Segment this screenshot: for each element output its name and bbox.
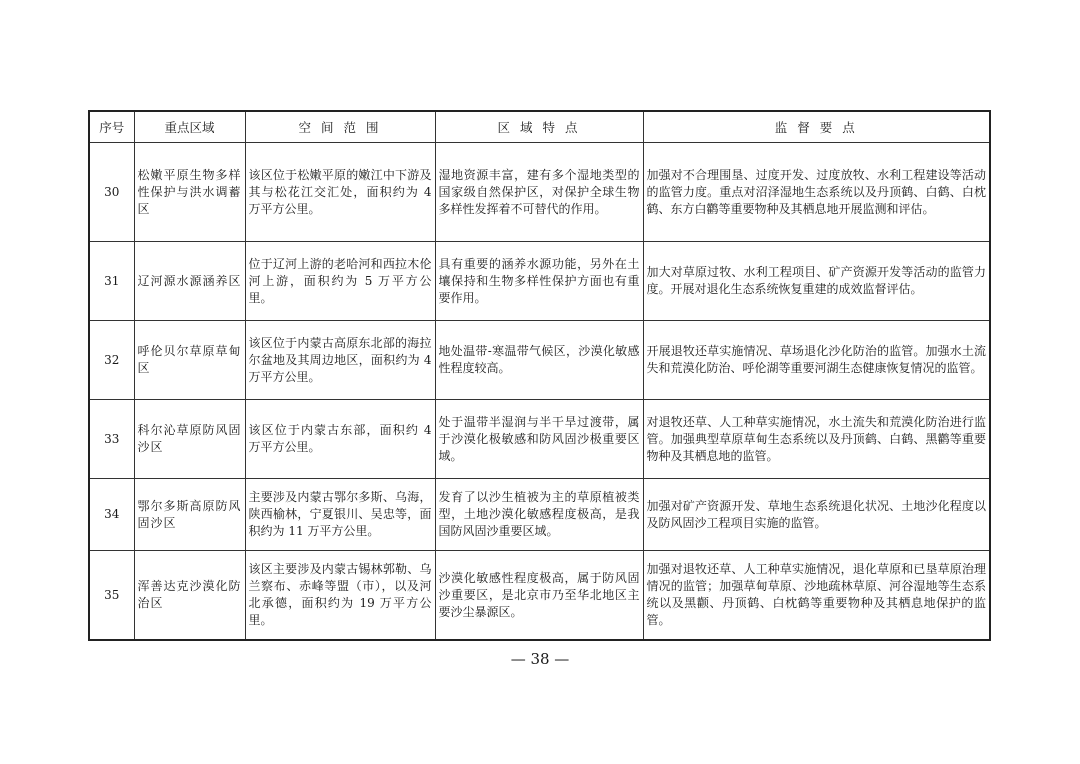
zone-name: 松嫩平原生物多样性保护与洪水调蓄区 [134, 143, 245, 242]
zone-name: 浑善达克沙漠化防治区 [134, 551, 245, 641]
zone-supervision: 加强对不合理围垦、过度开发、过度放牧、水利工程建设等活动的监管力度。重点对沼泽湿地生态系统以及丹顶鹤、白鹤、白枕鹤、东方白鹳等重要物种及其栖息地开展监测和评估。 [643, 143, 990, 242]
row-number: 30 [89, 143, 134, 242]
row-number: 33 [89, 400, 134, 479]
row-number: 32 [89, 321, 134, 400]
row-number: 35 [89, 551, 134, 641]
table-row [89, 321, 990, 400]
zone-features: 发育了以沙生植被为主的草原植被类型，土地沙漠化敏感程度极高，是我国防风固沙重要区域。 [435, 479, 643, 551]
key-zones-table [88, 110, 991, 641]
zone-scope: 该区主要涉及内蒙古锡林郭勒、乌兰察布、赤峰等盟（市），以及河北承德，面积约为 19 万平方公里。 [245, 551, 435, 641]
header-spatial-scope: 空 间 范 围 [245, 111, 435, 143]
zone-name: 辽河源水源涵养区 [134, 242, 245, 321]
zone-name: 呼伦贝尔草原草甸区 [134, 321, 245, 400]
zone-supervision: 对退牧还草、人工种草实施情况，水土流失和荒漠化防治进行监管。加强典型草原草甸生态系统以及丹顶鹤、白鹤、黑鹳等重要物种及其栖息地的监管。 [643, 400, 990, 479]
zone-features: 湿地资源丰富，建有多个湿地类型的国家级自然保护区，对保护全球生物多样性发挥着不可替代的作用。 [435, 143, 643, 242]
zone-scope: 该区位于内蒙古东部，面积约 4 万平方公里。 [245, 400, 435, 479]
zone-name: 科尔沁草原防风固沙区 [134, 400, 245, 479]
table-row [89, 143, 990, 242]
zone-name: 鄂尔多斯高原防风固沙区 [134, 479, 245, 551]
zone-supervision: 开展退牧还草实施情况、草场退化沙化防治的监管。加强水土流失和荒漠化防治、呼伦湖等重要河湖生态健康恢复情况的监管。 [643, 321, 990, 400]
zone-features: 具有重要的涵养水源功能，另外在土壤保持和生物多样性保护方面也有重要作用。 [435, 242, 643, 321]
header-serial-number: 序号 [89, 111, 134, 143]
row-number: 34 [89, 479, 134, 551]
header-zone-features: 区 域 特 点 [435, 111, 643, 143]
zone-supervision: 加大对草原过牧、水利工程项目、矿产资源开发等活动的监管力度。开展对退化生态系统恢复重建的成效监督评估。 [643, 242, 990, 321]
zone-supervision: 加强对退牧还草、人工种草实施情况，退化草原和已垦草原治理情况的监管；加强草甸草原、沙地疏林草原、河谷湿地等生态系统以及黑颧、丹顶鹤、白枕鹤等重要物种及其栖息地保护的监管。 [643, 551, 990, 641]
zone-features: 沙漠化敏感性程度极高，属于防风固沙重要区，是北京市乃至华北地区主要沙尘暴源区。 [435, 551, 643, 641]
zone-scope: 该区位于内蒙古高原东北部的海拉尔盆地及其周边地区，面积约为 4 万平方公里。 [245, 321, 435, 400]
zone-scope: 该区位于松嫩平原的嫩江中下游及其与松花江交汇处，面积约为 4 万平方公里。 [245, 143, 435, 242]
zone-scope: 位于辽河上游的老哈河和西拉木伦河上游，面积约为 5 万平方公里。 [245, 242, 435, 321]
zone-scope: 主要涉及内蒙古鄂尔多斯、乌海，陕西榆林，宁夏银川、吴忠等，面积约为 11 万平方公里。 [245, 479, 435, 551]
table-header-row [89, 111, 990, 143]
page-number: — 38 — [510, 650, 570, 668]
row-number: 31 [89, 242, 134, 321]
header-supervision-points: 监 督 要 点 [643, 111, 990, 143]
table-row [89, 551, 990, 641]
zone-features: 地处温带-寒温带气候区，沙漠化敏感性程度较高。 [435, 321, 643, 400]
header-key-zone: 重点区域 [134, 111, 245, 143]
table-row [89, 479, 990, 551]
zone-features: 处于温带半湿润与半干旱过渡带，属于沙漠化极敏感和防风固沙极重要区域。 [435, 400, 643, 479]
zone-supervision: 加强对矿产资源开发、草地生态系统退化状况、土地沙化程度以及防风固沙工程项目实施的监管。 [643, 479, 990, 551]
table-row [89, 400, 990, 479]
table-row [89, 242, 990, 321]
